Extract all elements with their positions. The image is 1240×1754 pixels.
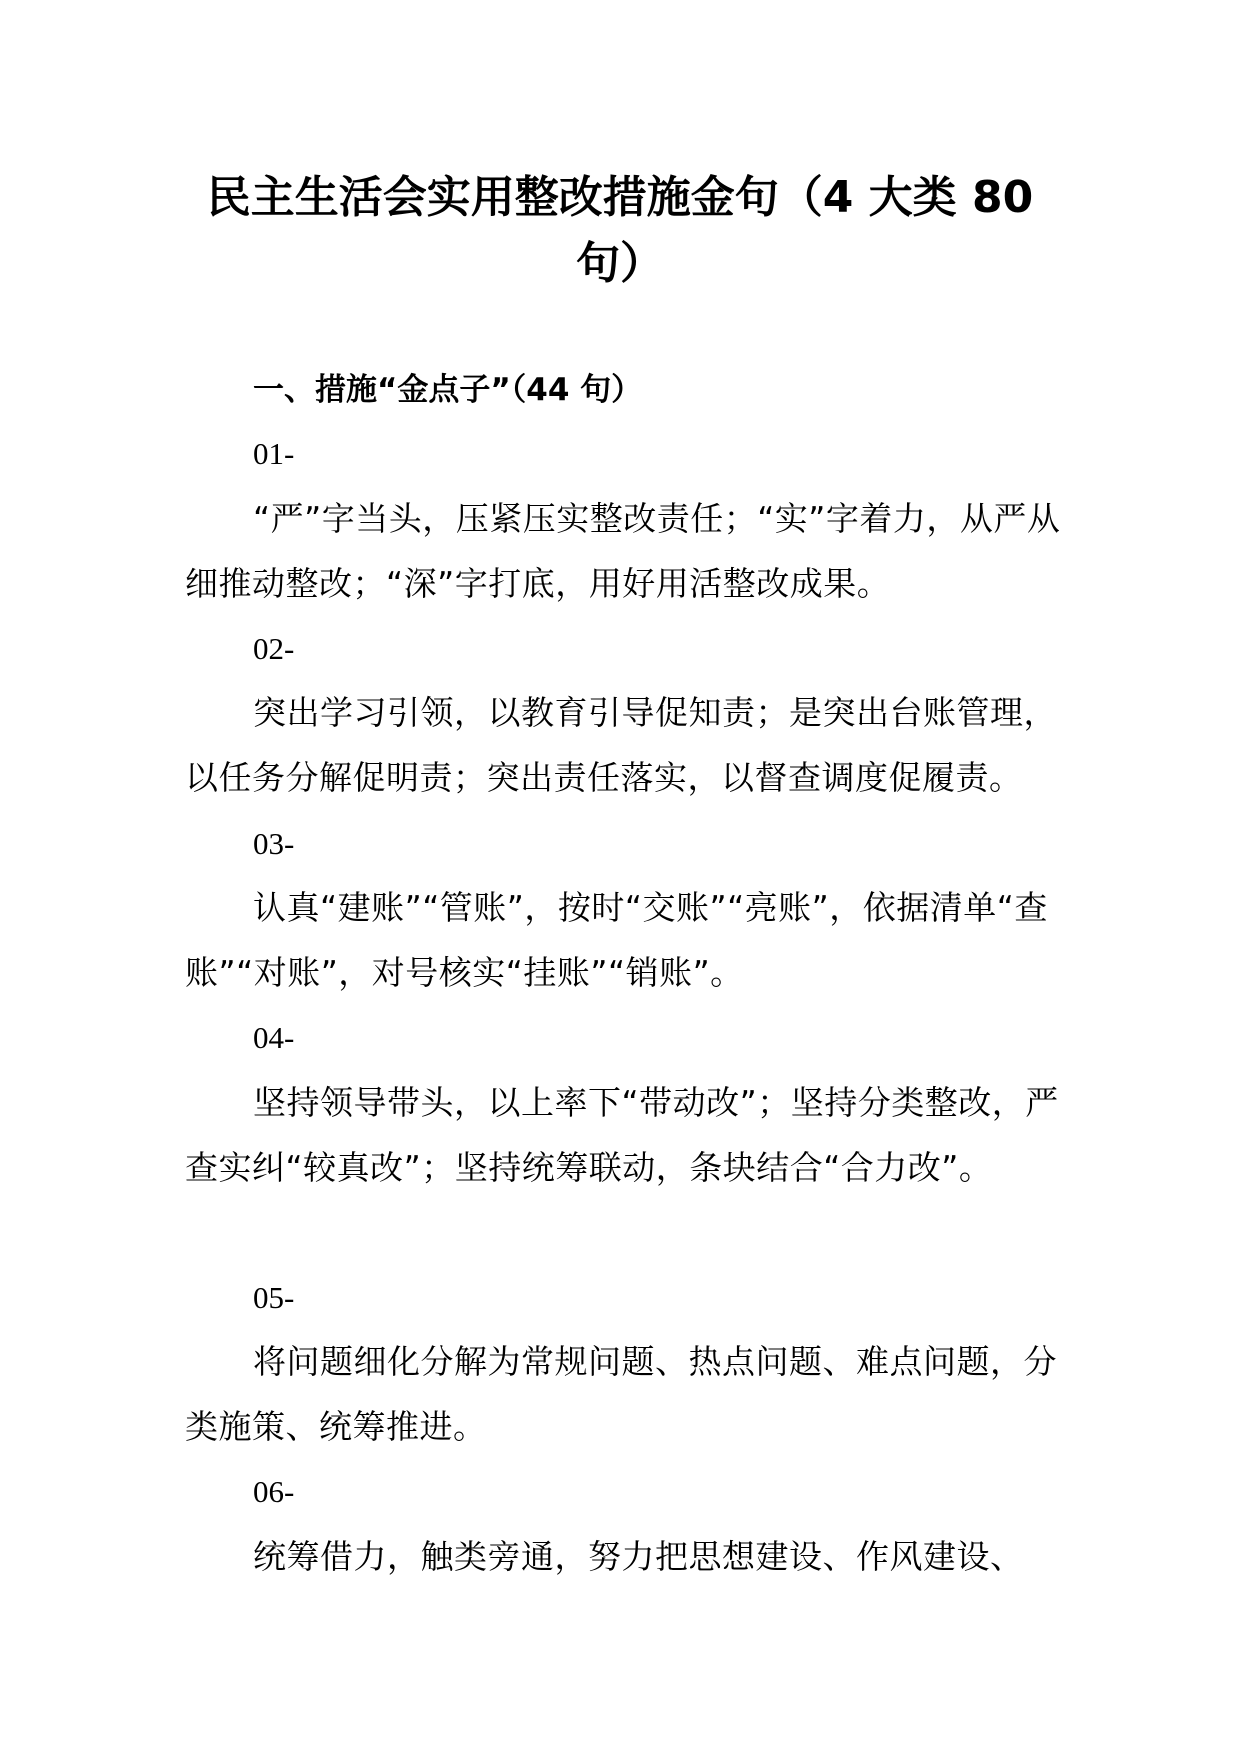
document-title: 民主生活会实用整改措施金句（4 大类 80 句） [206,172,1034,289]
item-text: 坚持领导带头，以上率下“带动改”；坚持分类整改，严查实纠“较真改”；坚持统筹联动，条块结合“合力改”。 [185,1083,1059,1187]
item-number: 03- [253,826,295,861]
item-number: 06- [253,1474,295,1509]
item-number: 02- [253,631,295,666]
item-number: 05- [253,1280,295,1315]
section-heading: 一、措施“金点子”（44 句） [253,372,643,408]
item-text: 认真“建账”“管账”，按时“交账”“亮账”，依据清单“查账”“对账”，对号核实“挂账”“销账”。 [185,888,1048,992]
item-text: “严”字当头，压紧压实整改责任；“实”字着力，从严从细推动整改；“深”字打底，用好用活整改成果。 [185,499,1061,603]
item-text: 将问题细化分解为常规问题、热点问题、难点问题，分类施策、统筹推进。 [185,1342,1057,1446]
item-number: 01- [253,436,295,471]
item-text: 统筹借力，触类旁通，努力把思想建设、作风建设、 [253,1537,1024,1576]
item-text: 突出学习引领，以教育引导促知责；是突出台账管理，以任务分解促明责；突出责任落实，以督查调度促履责。 [185,693,1057,797]
item-number: 04- [253,1020,295,1055]
